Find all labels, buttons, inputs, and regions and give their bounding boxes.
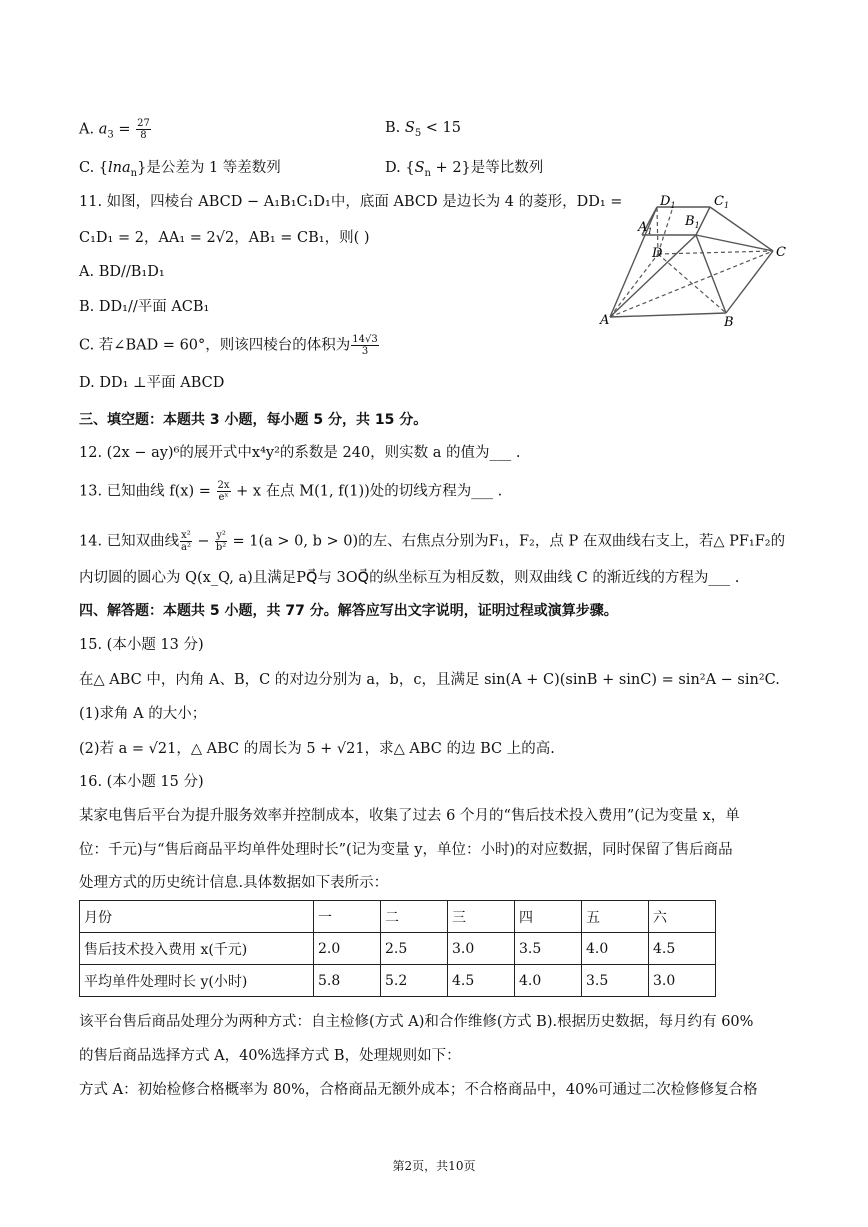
table-cell: 3.5: [582, 965, 649, 997]
label-c1: $C_1$: [714, 194, 730, 210]
table-cell: 二: [381, 901, 448, 933]
q12: 12. (2x − ay)⁶的展开式中x⁴y²的系数是 240，则实数 a 的值为___ .: [79, 445, 521, 461]
table-cell: 2.5: [381, 933, 448, 965]
label-a: A: [600, 313, 610, 328]
table-cell: 4.0: [582, 933, 649, 965]
table-cell: 平均单件处理时长 y(小时): [80, 965, 314, 997]
q10-option-b: B. $S_5 < 15$: [385, 120, 462, 139]
table-cell: 五: [582, 901, 649, 933]
table-cell: 2.0: [314, 933, 381, 965]
table-cell: 4.5: [448, 965, 515, 997]
table-cell: 四: [515, 901, 582, 933]
table-cell: 一: [314, 901, 381, 933]
table-cell: 售后技术投入费用 x(千元): [80, 933, 314, 965]
table-cell: 月份: [80, 901, 314, 933]
table-cell: 六: [649, 901, 716, 933]
table-cell: 4.5: [649, 933, 716, 965]
q15-stem: 在△ ABC 中，内角 A、B，C 的对边分别为 a，b，c，且满足 sin(A + C)(sinB + sinC) = sin²A − sin²C.: [79, 672, 780, 688]
q15-head: 15. (本小题 13 分): [79, 637, 204, 653]
q16-head: 16. (本小题 15 分): [79, 774, 204, 790]
q16-line4: 该平台售后商品处理分为两种方式：自主检修(方式 A)和合作维修(方式 B).根据历史数据，每月约有 60%: [79, 1014, 754, 1030]
q15-part1: (1)求角 A 的大小；: [79, 706, 207, 722]
q14-line1: 14. 已知双曲线 $\frac{\text{x²}}{\text{a²}}$ − $\frac{\text{y²}}{\text{b²}}$ = 1(a > 0, b > 0)的左、右焦点分别为F₁，F₂，点 P 在双曲线右支上，若△ PF₁F₂的: [79, 530, 786, 553]
q16-line3: 处理方式的历史统计信息.具体数据如下表所示：: [79, 875, 389, 891]
data-table: [79, 900, 716, 997]
table-cell: 3.0: [448, 933, 515, 965]
q11-option-b: B. DD₁//平面 ACB₁: [79, 299, 210, 315]
label-a1: $A_1$: [638, 220, 653, 236]
page-footer: 第2页，共10页: [392, 1159, 476, 1173]
table-cell: 5.2: [381, 965, 448, 997]
q14-line2: 内切圆的圆心为 Q(x_Q, a)且满足PQ⃗与 3OQ⃗的纵坐标互为相反数，则双曲线 C 的渐近线的方程为___ .: [79, 570, 740, 586]
label-c: C: [776, 245, 786, 260]
table-cell: 5.8: [314, 965, 381, 997]
q11-stem-line1: 11. 如图，四棱台 ABCD − A₁B₁C₁D₁中，底面 ABCD 是边长为 4 的菱形，DD₁ =: [79, 194, 623, 210]
label-d1: $D_1$: [660, 194, 676, 210]
frustum-figure: [598, 190, 803, 335]
q16-line6: 方式 A：初始检修合格概率为 80%，合格商品无额外成本；不合格商品中，40%可通过二次检修修复合格: [79, 1082, 758, 1098]
q15-part2: (2)若 a = √21，△ ABC 的周长为 5 + √21，求△ ABC 的边 BC 上的高.: [79, 741, 555, 757]
label-b: B: [724, 315, 734, 330]
table-cell: 4.0: [515, 965, 582, 997]
label-d: D: [652, 246, 663, 261]
q11-stem-line2: C₁D₁ = 2，AA₁ = 2√2，AB₁ = CB₁，则( ): [79, 230, 370, 246]
table-cell: 3.0: [649, 965, 716, 997]
q11-option-d: D. DD₁ ⊥平面 ABCD: [79, 375, 225, 391]
section-answer-header: 四、解答题：本题共 5 小题，共 77 分。解答应写出文字说明，证明过程或演算步骤。: [79, 603, 618, 619]
label-b1: $B_1$: [685, 214, 700, 230]
table-row: [80, 965, 716, 997]
q11-option-c: C. 若∠BAD = 60°，则该四棱台的体积为 $\frac{14√3}{3}$: [79, 334, 378, 357]
table-cell: 三: [448, 901, 515, 933]
table-header-row: [80, 901, 716, 933]
section-fill-in-header: 三、填空题：本题共 3 小题，每小题 5 分，共 15 分。: [79, 412, 428, 428]
q16-line2: 位：千元)与“售后商品平均单件处理时长”(记为变量 y，单位：小时)的对应数据，同时保留了售后商品: [79, 842, 733, 858]
table-row: [80, 933, 716, 965]
table-cell: 3.5: [515, 933, 582, 965]
q16-line5: 的售后商品选择方式 A，40%选择方式 B，处理规则如下：: [79, 1048, 461, 1064]
q11-option-a: A. BD//B₁D₁: [79, 264, 165, 280]
q16-line1: 某家电售后平台为提升服务效率并控制成本，收集了过去 6 个月的“售后技术投入费用”(记为变量 x，单: [79, 808, 740, 824]
q10-option-a: A. $a_3$ = $\frac{27}{8}$: [79, 118, 150, 141]
q10-option-c: C. {lna$_n$}是公差为 1 等差数列: [79, 160, 281, 179]
q13: 13. 已知曲线 f(x) = $\frac{2x}{\text{eˣ}}$ + x 在点 M(1, f(1))处的切线方程为___ .: [79, 480, 503, 503]
q10-option-d: D. $\{S_n + 2\}$是等比数列: [385, 160, 544, 179]
